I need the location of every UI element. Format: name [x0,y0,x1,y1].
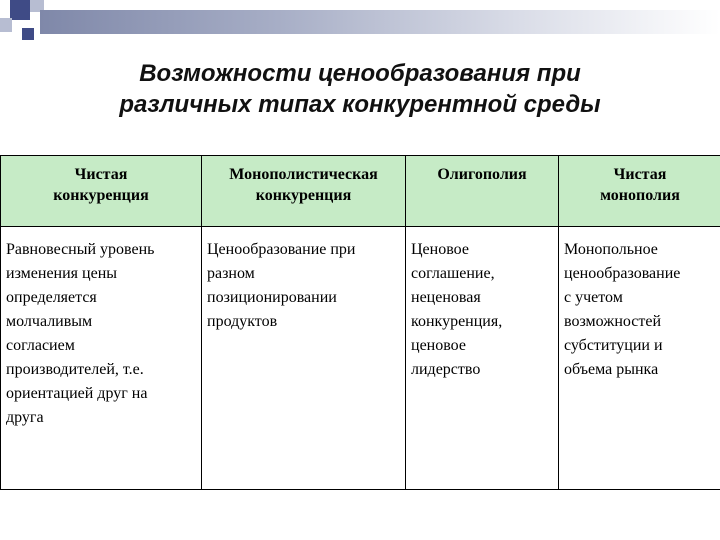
cell-line: неценовая [411,289,481,306]
header-line: Чистая [613,166,667,183]
header-line: Монополистическая [229,166,378,183]
cell-line: производителей, т.е. [6,361,144,378]
table-header-row [1,156,720,227]
cell-line: согласием [6,337,75,354]
cell-line: молчаливым [6,313,93,330]
cell-line: лидерство [411,361,481,378]
header-pure-monopoly [559,156,720,227]
cell-monopolistic-competition [202,227,406,490]
cell-line: Равновесный уровень [6,241,155,258]
cell-line: изменения цены [6,265,118,282]
cell-line: ценовое [411,337,466,354]
cell-oligopoly [406,227,559,490]
header-line: Олигополия [437,166,527,183]
header-line: конкуренция [255,187,352,204]
cell-line: объема рынка [564,361,659,378]
cell-line: конкуренция, [411,313,503,330]
header-line: конкуренция [53,187,149,204]
table-row [1,227,720,490]
cell-line: возможностей [564,313,662,330]
cell-line: Ценообразование при [207,241,356,258]
cell-line: Монопольное [564,241,658,258]
slide-title-line-1: Возможности ценообразования при [139,60,581,87]
header-monopolistic-competition [202,156,406,227]
pricing-table [0,155,720,490]
decor-square-1 [10,0,30,20]
header-oligopoly [406,156,559,227]
cell-line: ориентацией друг на [6,385,148,402]
cell-line: Ценовое [411,241,469,258]
cell-line: определяется [6,289,97,306]
cell-line: субституции и [564,337,663,354]
header-line: монополия [600,187,680,204]
cell-line: ценообразование [564,265,681,282]
slide-title [0,58,720,120]
cell-line: соглашение, [411,265,495,282]
header-pure-competition [1,156,202,227]
slide-title-line-2: различных типах конкурентной среды [119,91,601,118]
cell-line: друга [6,409,44,426]
decor-square-3 [0,18,12,32]
decor-square-4 [22,28,34,40]
cell-line: позиционировании [207,289,337,306]
header-line: Чистая [74,166,128,183]
header-gradient-band [40,10,720,34]
cell-line: продуктов [207,313,278,330]
cell-line: с учетом [564,289,623,306]
cell-pure-competition [1,227,202,490]
cell-pure-monopoly [559,227,720,490]
cell-line: разном [207,265,255,282]
